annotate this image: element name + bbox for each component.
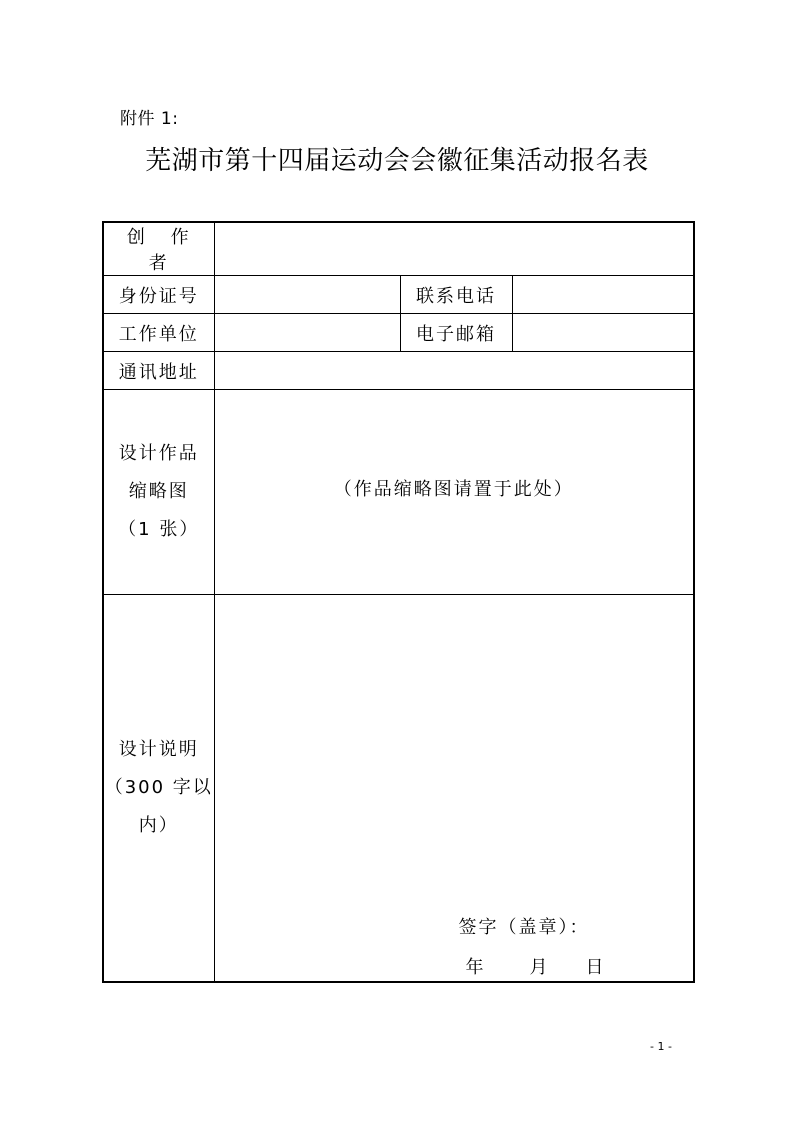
unit-email-row bbox=[103, 314, 694, 352]
description-label bbox=[103, 595, 214, 983]
description-label-line3: 内） bbox=[138, 815, 179, 836]
creator-row bbox=[103, 222, 694, 276]
date-year: 年 bbox=[465, 957, 484, 978]
description-area[interactable] bbox=[214, 595, 694, 983]
signature-label: 签字（盖章）： bbox=[458, 917, 590, 938]
id-phone-row bbox=[103, 276, 694, 314]
thumbnail-label-line2: 缩略图 bbox=[128, 481, 189, 502]
description-label-line2: （300 字以 bbox=[104, 777, 213, 798]
work-unit-field[interactable] bbox=[214, 314, 400, 352]
thumbnail-label bbox=[103, 390, 214, 595]
email-label: 电子邮箱 bbox=[400, 314, 512, 352]
thumbnail-row bbox=[103, 390, 694, 595]
creator-field[interactable] bbox=[214, 222, 694, 276]
id-number-field[interactable] bbox=[214, 276, 400, 314]
attachment-label: 附件 1: bbox=[120, 109, 179, 129]
date-day: 日 bbox=[585, 957, 604, 978]
id-number-label: 身份证号 bbox=[103, 276, 214, 314]
creator-label: 创 作 者 bbox=[103, 222, 214, 276]
page-title: 芜湖市第十四届运动会会徽征集活动报名表 bbox=[145, 146, 649, 176]
page-number: - 1 - bbox=[650, 1040, 672, 1053]
description-label-line1: 设计说明 bbox=[118, 739, 199, 760]
thumbnail-label-line1: 设计作品 bbox=[118, 443, 199, 464]
address-row bbox=[103, 352, 694, 390]
thumbnail-placeholder: （作品缩略图请置于此处） bbox=[333, 479, 574, 500]
thumbnail-label-line3: （1 张） bbox=[118, 519, 200, 540]
phone-field[interactable] bbox=[512, 276, 694, 314]
description-row bbox=[103, 595, 694, 983]
thumbnail-area[interactable] bbox=[214, 390, 694, 595]
registration-form-table bbox=[102, 221, 695, 983]
date-line bbox=[466, 953, 604, 979]
phone-label: 联系电话 bbox=[400, 276, 512, 314]
work-unit-label: 工作单位 bbox=[103, 314, 214, 352]
address-label: 通讯地址 bbox=[103, 352, 214, 390]
address-field[interactable] bbox=[214, 352, 694, 390]
date-month: 月 bbox=[529, 957, 548, 978]
email-field[interactable] bbox=[512, 314, 694, 352]
